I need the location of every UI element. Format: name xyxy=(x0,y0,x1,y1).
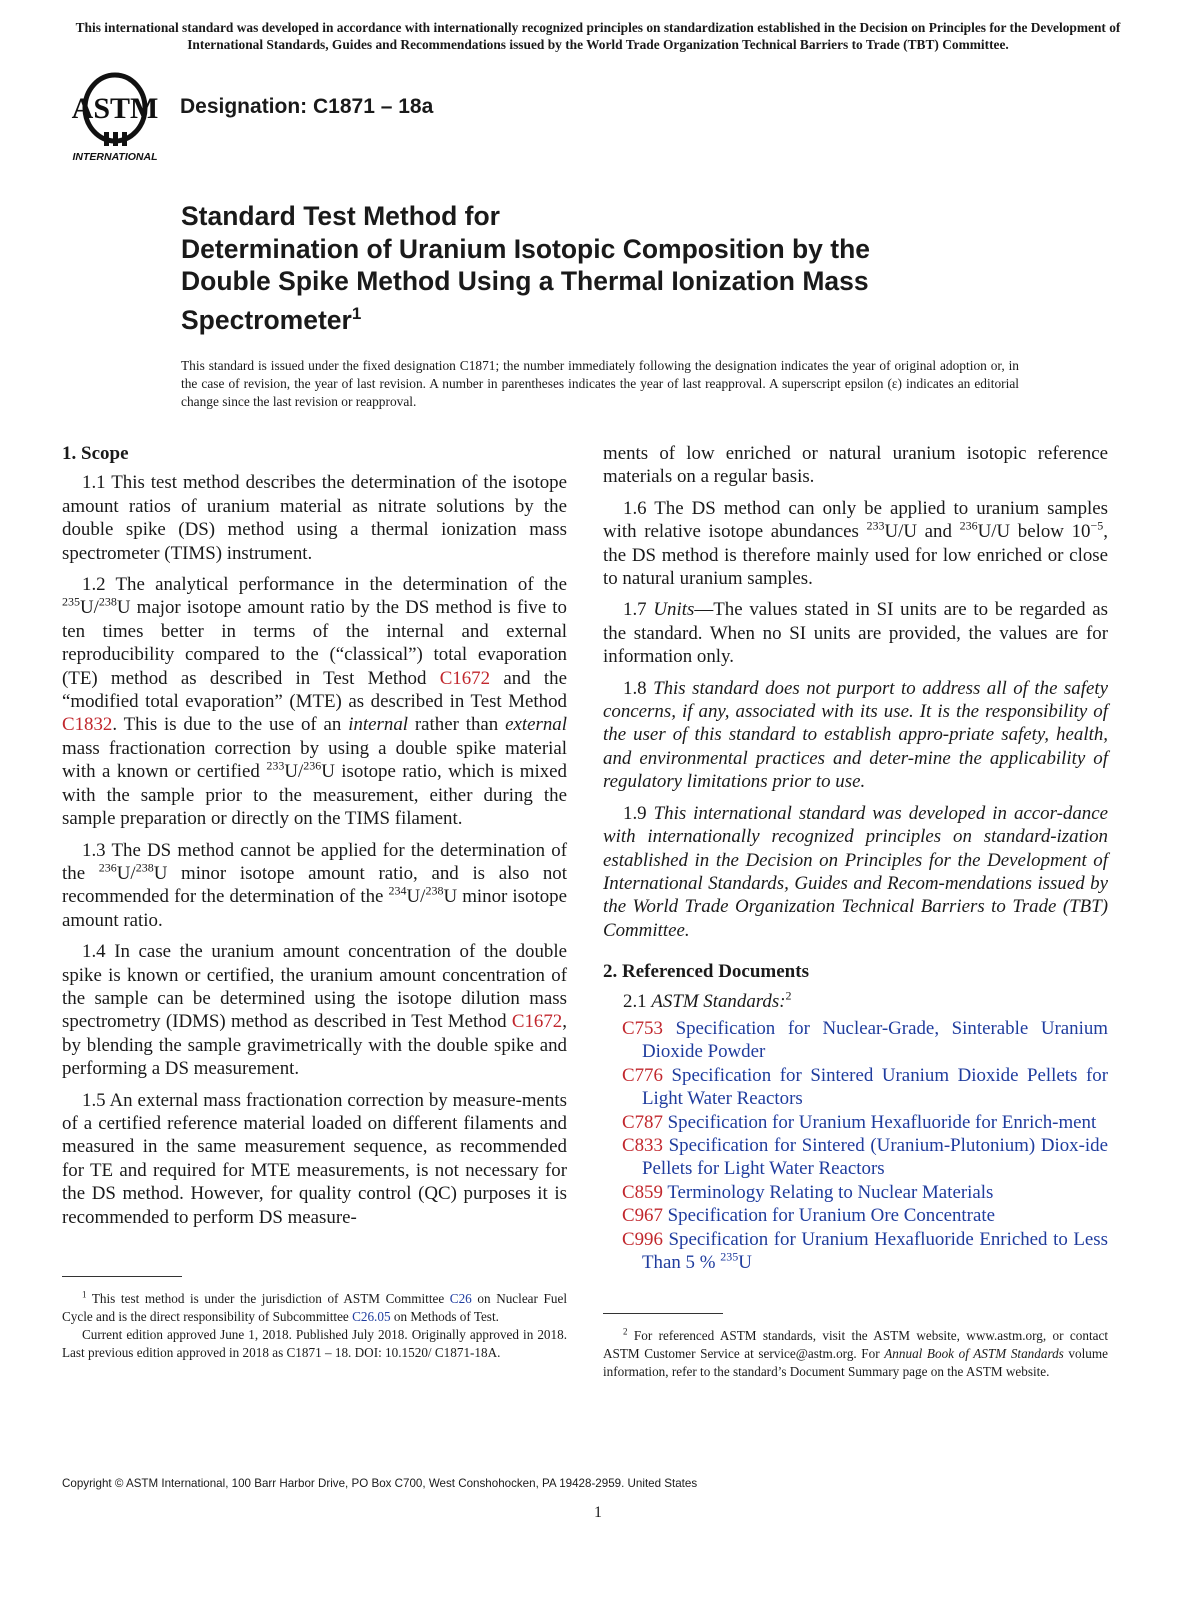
copyright-line: Copyright © ASTM International, 100 Barr Harbor Drive, PO Box C700, West Conshohocken, PA 19428-2959. United States xyxy=(62,1477,698,1490)
title-footnote-mark: 1 xyxy=(351,303,362,323)
astm-standards-subheading: 2.1 ASTM Standards:$^2$ xyxy=(623,988,792,1012)
footnote-rule-right xyxy=(603,1313,723,1314)
page-number: 1 xyxy=(594,1504,602,1521)
reference-item[interactable]: C753 Specification for Nuclear-Grade, Sinterable Uranium Dioxide Powder xyxy=(622,1017,1108,1063)
para-1-1: 1.1 This test method describes the determination of the isotope amount ratios of uranium material as nitrate solutions by the double spike (DS) method using a thermal ionization mass spectrometer (TIMS) instrument. xyxy=(62,472,567,564)
para-1-9: 1.9 This international standard was developed in accor-dance with internationally recognized principles on standard-ization established in the Decision on Principles for the Development of International Standards, Guides and Recom-mendations issued by the World Trade Organization Technical Barriers to Trade (TBT) Committee. xyxy=(603,802,1109,941)
reference-list xyxy=(603,1017,1108,1274)
link-c1672[interactable]: C1672 xyxy=(439,667,491,689)
reference-code[interactable]: C833 xyxy=(622,1134,663,1156)
astm-logo xyxy=(64,70,166,164)
link-c26-05[interactable]: C26.05 xyxy=(352,1309,391,1324)
right-column xyxy=(603,442,1108,1274)
title-line-3: Double Spike Method Using a Thermal Ionization Mass xyxy=(181,266,869,297)
para-1-2: 1.2 The analytical performance in the determination of the $^{235}$U/$^{238}$U major isotope amount ratio by the DS method is five to ten times better in terms of the internal and external reproducibility compared to the (“classical”) total evaporation (TE) method as described in Test Method C1672 and the “modified total evaporation” (MTE) as described in Test Method C1832. This is due to the use of an internal rather than external mass fractionation correction by using a double spike material with a known or certified $^{233}$U/$^{236}$U isotope ratio, which is mixed with the sample prior to the measurement, either during the sample preparation or directly on the TIMS filament. xyxy=(62,574,567,830)
reference-item[interactable]: C787 Specification for Uranium Hexafluoride for Enrich-ment xyxy=(622,1111,1097,1133)
designation: Designation: C1871 – 18a xyxy=(180,95,434,118)
left-column xyxy=(62,442,567,1237)
reference-item[interactable]: C996 Specification for Uranium Hexafluoride Enriched to Less Than 5 % $^{235}$U xyxy=(622,1228,1108,1273)
title-line-2: Determination of Uranium Isotopic Composition by the xyxy=(181,233,871,264)
para-1-4: 1.4 In case the uranium amount concentration of the double spike is known or certified, the uranium amount concentration of the sample can be determined using the isotope dilution mass spectrometry (IDMS) method as described in Test Method C1672, by blending the sample gravimetrically with the double spike and performing a DS measurement. xyxy=(62,941,567,1080)
footnote-1-edition: Current edition approved June 1, 2018. Published July 2018. Originally approved in 2018. Last previous edition approved in 2018 as C1871 – 18. DOI: 10.1520/ C1871-18A. xyxy=(62,1327,567,1360)
reference-code[interactable]: C996 xyxy=(622,1228,663,1250)
astm-logo-mark xyxy=(64,70,166,164)
reference-item[interactable]: C859 Terminology Relating to Nuclear Materials xyxy=(622,1181,994,1203)
reference-item[interactable]: C967 Specification for Uranium Ore Concentrate xyxy=(622,1205,995,1227)
reference-item[interactable]: C776 Specification for Sintered Uranium Dioxide Pellets for Light Water Reactors xyxy=(622,1064,1108,1110)
footnote-2 xyxy=(603,1327,1108,1381)
para-1-5-continued: ments of low enriched or natural uranium isotopic reference materials on a regular basis. xyxy=(603,443,1108,488)
reference-code[interactable]: C776 xyxy=(622,1064,663,1086)
logo-subtitle: INTERNATIONAL xyxy=(72,151,158,163)
title-line-1: Standard Test Method for xyxy=(181,201,500,231)
reference-code[interactable]: C859 xyxy=(622,1181,663,1203)
reference-code[interactable]: C753 xyxy=(622,1017,663,1039)
link-c1832[interactable]: C1832 xyxy=(62,714,113,736)
para-1-7: 1.7 Units—The values stated in SI units are to be regarded as the standard. When no SI units are provided, the values are for information only. xyxy=(603,599,1108,668)
scope-heading: 1. Scope xyxy=(62,443,129,464)
referenced-documents-heading: 2. Referenced Documents xyxy=(603,961,809,983)
para-1-6: 1.6 The DS method can only be applied to uranium samples with relative isotope abundances $^{233}$U/U and $^{236}$U/U below $10^{-5}$, the DS method is therefore mainly used for low enriched or close to natural uranium samples. xyxy=(603,497,1108,590)
footnote-2-text: $^2$ For referenced ASTM standards, visit the ASTM website, www.astm.org, or contact ASTM Customer Service at service@astm.org. For Annual Book of ASTM Standards volume information, refer to the standard’s Document Summary page on the ASTM website. xyxy=(603,1326,1108,1379)
footnote-rule-left xyxy=(62,1276,182,1277)
reference-item[interactable]: C833 Specification for Sintered (Uranium-Plutonium) Diox-ide Pellets for Light Water Reactors xyxy=(622,1134,1108,1180)
para-1-8: 1.8 This standard does not purport to address all of the safety concerns, if any, associated with its use. It is the responsibility of the user of this standard to establish appro-priate safety, health, and environmental practices and deter-mine the applicability of regulatory limitations prior to use. xyxy=(603,677,1108,793)
logo-letters: ASTM xyxy=(71,92,159,125)
link-c26[interactable]: C26 xyxy=(449,1291,472,1306)
tbt-notice: This international standard was developed in accordance with internationally recognized principles on standardization established in the Decision on Principles for the Development of International Standards, Guides and Recommendations issued by the World Trade Organization Technical Barriers to Trade (TBT) Committee. xyxy=(75,20,1121,52)
reference-code[interactable]: C967 xyxy=(622,1205,663,1227)
link-c1672-2[interactable]: C1672 xyxy=(511,1011,563,1033)
title-last-word: Spectrometer xyxy=(181,304,352,335)
reference-code[interactable]: C787 xyxy=(622,1111,663,1133)
para-1-3: 1.3 The DS method cannot be applied for the determination of the $^{236}$U/$^{238}$U minor isotope amount ratio, and is also not recommended for the determination of the $^{234}$U/$^{238}$U minor isotope amount ratio. xyxy=(62,839,568,931)
footnote-1 xyxy=(62,1290,567,1362)
title-line-4 xyxy=(181,298,1001,336)
para-1-5: 1.5 An external mass fractionation correction by measure-ments of a certified reference material loaded on different filaments and measured in the same measurement sequence, as recommended for TE and required for MTE measurements, is not necessary for the DS method. However, for quality control (QC) purposes it is recommended to perform DS measure- xyxy=(62,1089,567,1228)
issued-note: This standard is issued under the fixed designation C1871; the number immediately following the designation indicates the year of original adoption or, in the case of revision, the year of last revision. A number in parentheses indicates the year of last reapproval. A superscript epsilon (ε) indicates an editorial change since the last revision or reapproval. xyxy=(181,358,1019,409)
document-title xyxy=(181,200,1001,336)
footnote-1-text: $^1$ This test method is under the jurisdiction of ASTM Committee C26 on Nuclear Fuel Cycle and is the direct responsibility of Subcommittee C26.05 on Methods of Test. xyxy=(62,1289,567,1324)
